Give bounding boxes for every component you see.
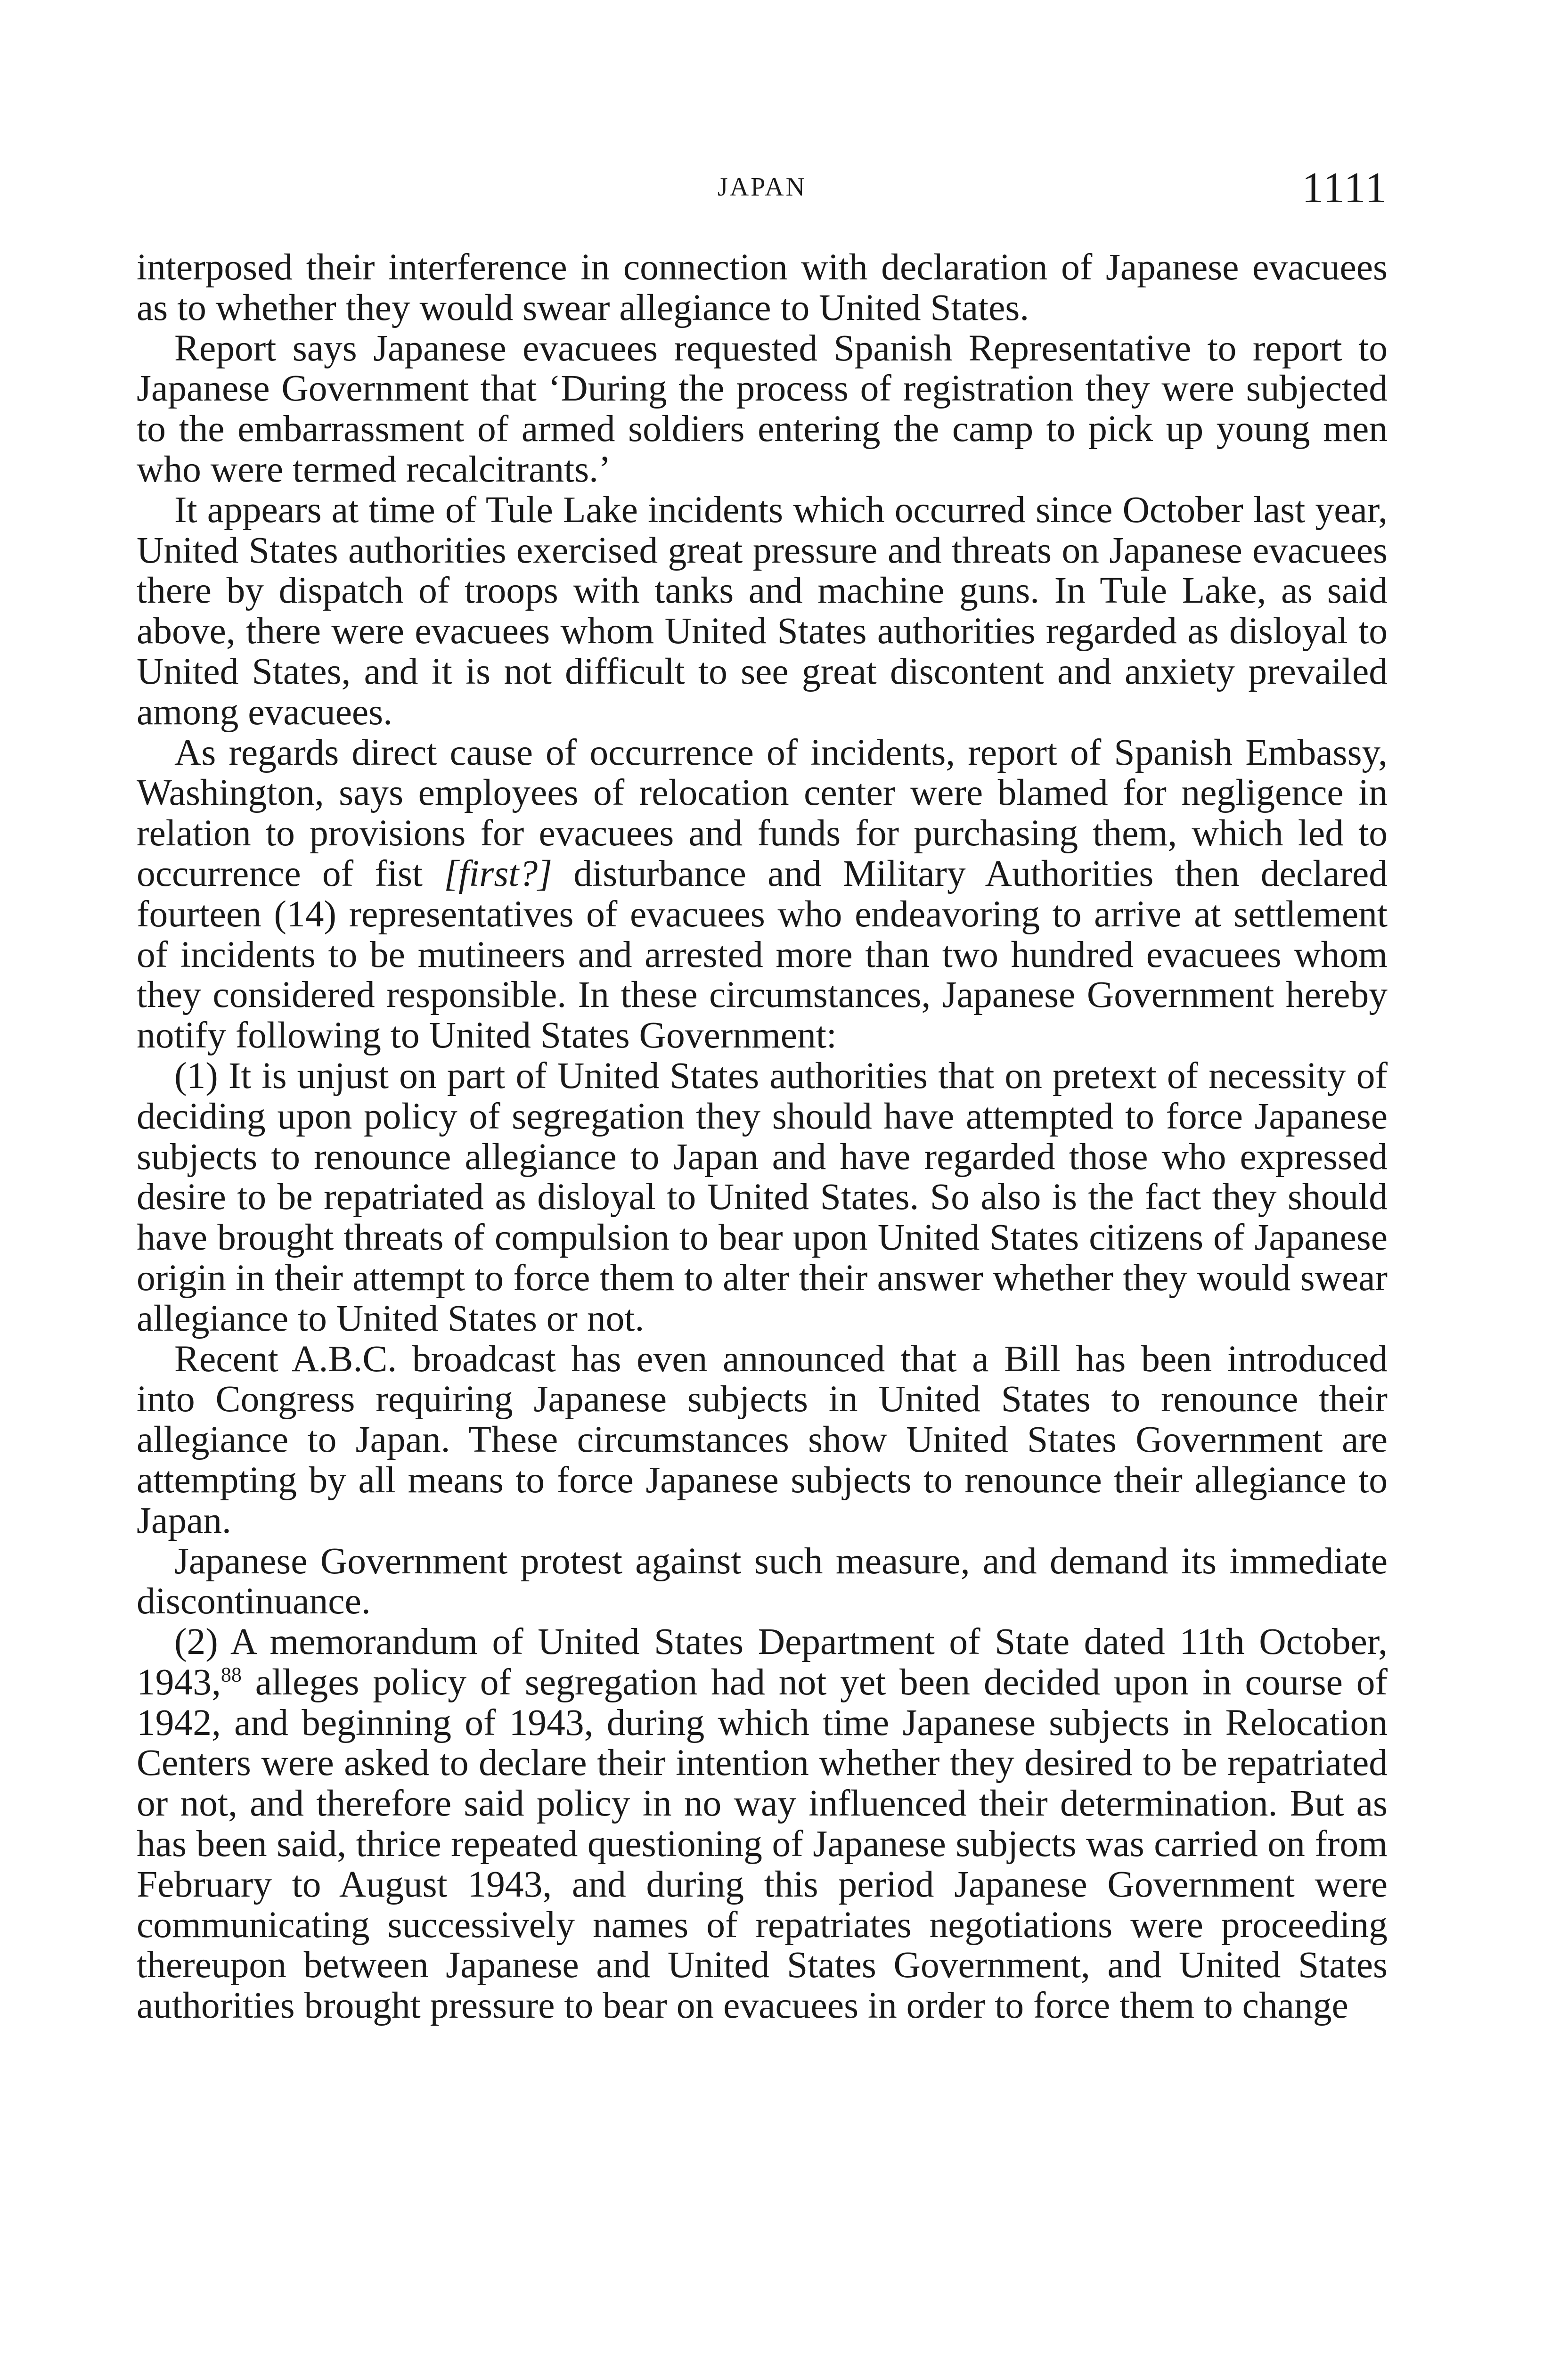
paragraph-text: alleges policy of segregation had not yet been decided upon in course of 1942, and beginning of 1943, during which time Japanese subjects in Relocation Centers were asked to declare their intention whether they desired to be repatriated or not, and therefore said policy in no way influenced their determination. But as has been said, thrice repeated questioning of Japanese subjects was carried on from February to August 1943, and during this period Japanese Government were communicating successively names of repatriates negotiations were proceeding thereupon between Japanese and United States Government, and United States authorities brought pressure to bear on evacuees in order to force them to change [137,1661,1388,2027]
paragraph: Report says Japanese evacuees requested Spanish Representative to report to Japanese Government that ‘During the process of registration they were subjected to the embarrassment of armed soldiers entering the camp to pick up young men who were termed recalcitrants.’ [137,327,1388,490]
paragraph: interposed their interference in connection with declaration of Japanese evacuees as to whether they would swear allegiance to United States. [137,246,1388,328]
running-title: JAPAN [717,172,807,202]
paragraph: Recent A.B.C. broadcast has even announced that a Bill has been introduced into Congress requiring Japanese subjects in United States to renounce their allegiance to Japan. These circumstances show United States Government are attempting by all means to force Japanese subjects to renounce their allegiance to Japan. [137,1338,1388,1541]
page-number: 1111 [1302,164,1388,212]
paragraph [137,1622,1388,2026]
paragraph-text: (2) A memorandum of United States Department of State dated 11th October, 1943, [137,1621,1388,1703]
running-head [137,163,1388,214]
paragraph: (1) It is unjust on part of United States authorities that on pretext of necessity of deciding upon policy of segregation they should have attempted to force Japanese subjects to renounce allegiance to Japan and have regarded those who expressed desire to be repatriated as disloyal to United States. So also is the fact they should have brought threats of compulsion to bear upon United States citizens of Japanese origin in their attempt to force them to alter their answer whether they would swear allegiance to United States or not. [137,1055,1388,1339]
footnote-reference[interactable]: 88 [220,1663,242,1686]
paragraph: Japanese Government protest against such measure, and demand its immediate discontinuance. [137,1540,1388,1622]
paragraph [137,733,1388,1056]
body-text [137,247,1388,2026]
paragraph-text: disturbance and Military Authorities then declared fourteen (14) representatives of evacuees who endeavoring to arrive at settlement of incidents to be mutineers and arrested more than two hundred evacuees whom they considered responsible. In these circumstances, Japanese Government hereby notify following to United States Government: [137,852,1388,1056]
editorial-insertion: [first?] [444,852,553,894]
paragraph: It appears at time of Tule Lake incidents which occurred since October last year, United States authorities exercised great pressure and threats on Japanese evacuees there by dispatch of troops with tanks and machine guns. In Tule Lake, as said above, there were evacuees whom United States authorities regarded as disloyal to United States, and it is not difficult to see great discontent and anxiety prevailed among evacuees. [137,489,1388,733]
paragraph-text: As regards direct cause of occurrence of incidents, report of Spanish Embassy, Washington, says employees of relocation center were blamed for negligence in relation to provisions for evacuees and funds for purchasing them, which led to occurrence of fist [137,731,1388,894]
